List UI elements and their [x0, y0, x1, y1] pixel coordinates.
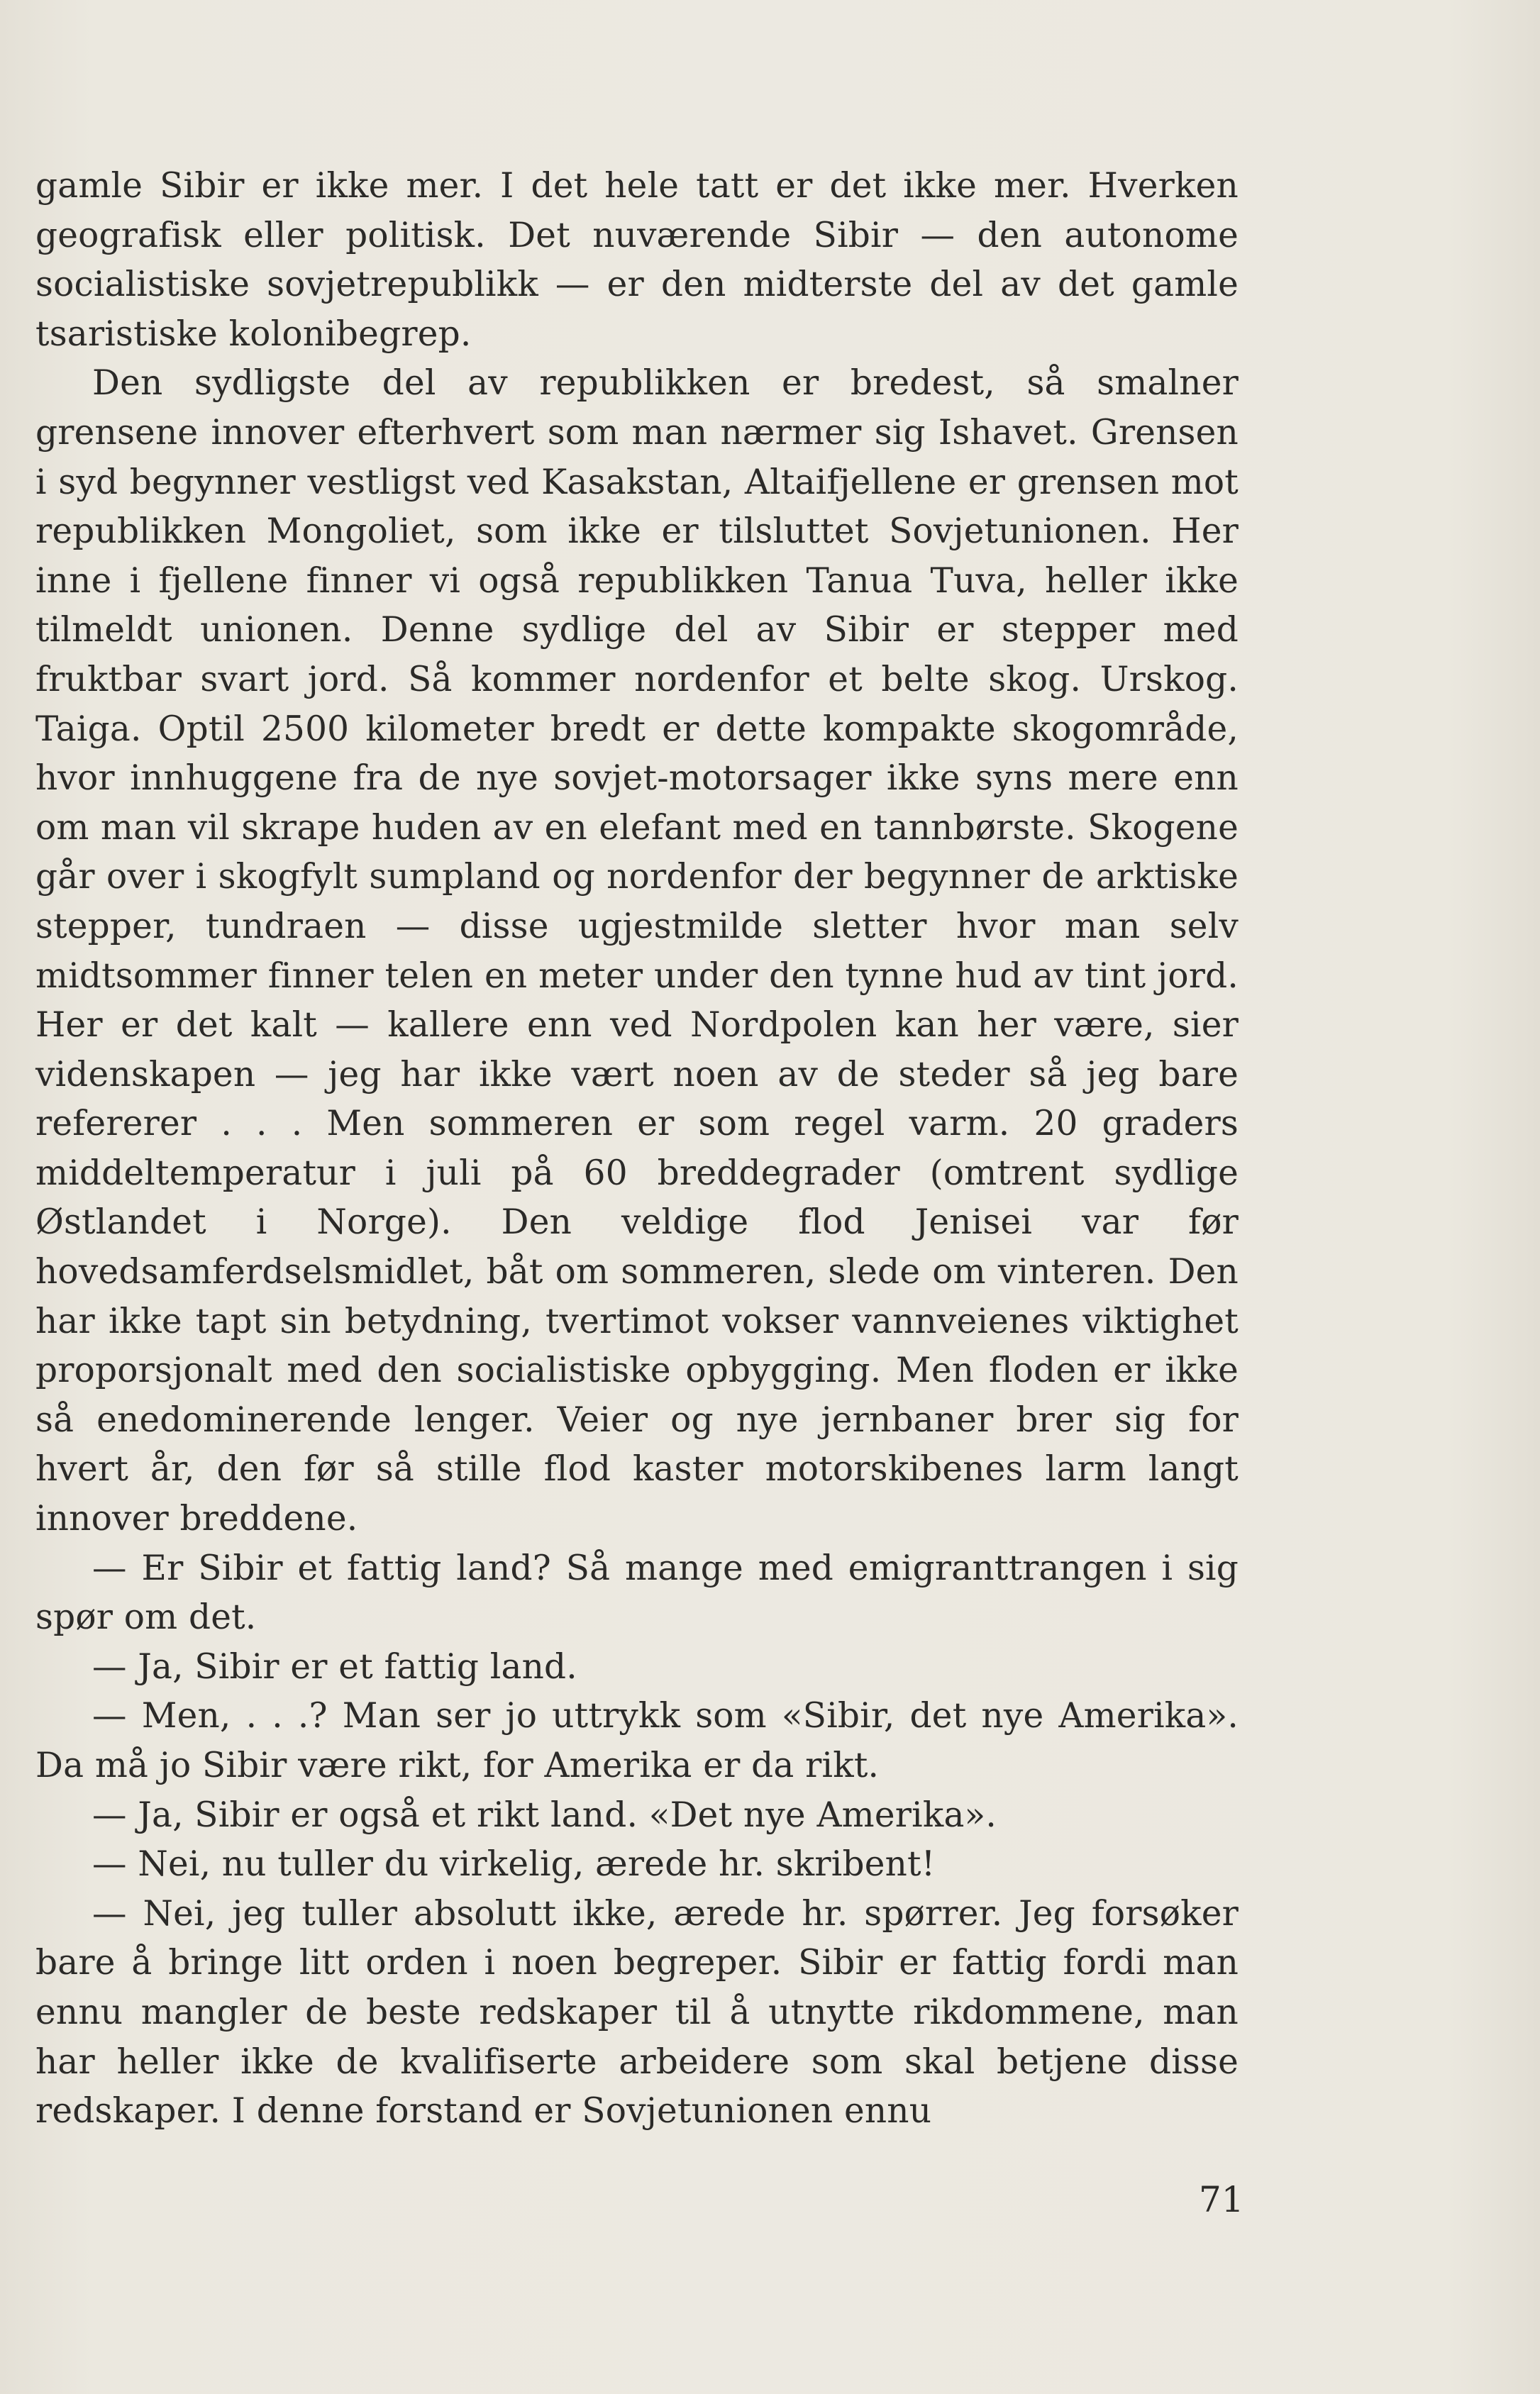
paragraph-dialogue-joking: — Nei, nu tuller du virkelig, ærede hr. skribent!: [92, 1844, 936, 1885]
paragraph-dialogue-answer: — Nei, jeg tuller absolutt ikke, ærede hr. spørrer. Jeg forsøker bare å bringe litt orden i noen begreper. Sibir er fattig fordi man ennu mangler de beste redskaper til å utnytte rikdommene, man har heller ikke de kvalifiserte arbeidere som skal betjene disse redskaper. I denne forstand er Sovjetunionen ennu: [35, 1893, 1239, 2132]
paragraph-dialogue-rich: — Ja, Sibir er også et rikt land. «Det nye Amerika».: [92, 1795, 997, 1835]
paragraph-dialogue-poor: — Ja, Sibir er et fattig land.: [92, 1646, 577, 1687]
page-body-text: [35, 162, 1239, 2137]
paragraph-geography: Den sydligste del av republikken er bredest, så smalner grensene innover efterhvert som man nærmer sig Ishavet. Grensen i syd begynner vestligst ved Kasakstan, Altaifjellene er grensen mot republikken Mongoliet, som ikke er tilsluttet Sovjetunionen. Her inne i fjellene finner vi også republikken Tanua Tuva, heller ikke tilmeldt unionen. Denne sydlige del av Sibir er stepper med fruktbar svart jord. Så kommer nordenfor et belte skog. Urskog. Taiga. Optil 2500 kilometer bredt er dette kompakte skogområde, hvor innhuggene fra de nye sovjet-motorsager ikke syns mere enn om man vil skrape huden av en elefant med en tannbørste. Skogene går over i skogfylt sumpland og nordenfor der begynner de arktiske stepper, tundraen — disse ugjestmilde sletter hvor man selv midtsommer finner telen en meter under den tynne hud av tint jord. Her er det kalt — kallere enn ved Nordpolen kan her være, sier videnskapen — jeg har ikke vært noen av de steder så jeg bare refererer . . . Men sommeren er som regel varm. 20 graders middeltemperatur i juli på 60 breddegrader (omtrent sydlige Østlandet i Norge). Den veldige flod Jenisei var før hovedsamferdselsmidlet, båt om sommeren, slede om vinteren. Den har ikke tapt sin betydning, tvertimot vokser vannveienes viktighet proporsjonalt med den socialistiske opbygging. Men floden er ikke så enedominerende lenger. Veier og nye jernbaner brer sig for hvert år, den før så stille flod kaster motorskibenes larm langt innover breddene.: [35, 363, 1239, 1539]
paragraph-dialogue-question: — Er Sibir et fattig land? Så mange med emigranttrangen i sig spør om det.: [35, 1548, 1239, 1638]
page-number: 71: [1199, 2179, 1244, 2220]
paragraph-dialogue-america: — Men, . . .? Man ser jo uttrykk som «Sibir, det nye Amerika». Da må jo Sibir være rikt, for Amerika er da rikt.: [35, 1696, 1239, 1785]
paragraph-continuation: gamle Sibir er ikke mer. I det hele tatt er det ikke mer. Hverken geografisk eller politisk. Det nuværende Sibir — den autonome socialistiske sovjetrepublikk — er den midterste del av det gamle tsaristiske kolonibegrep.: [35, 166, 1239, 354]
